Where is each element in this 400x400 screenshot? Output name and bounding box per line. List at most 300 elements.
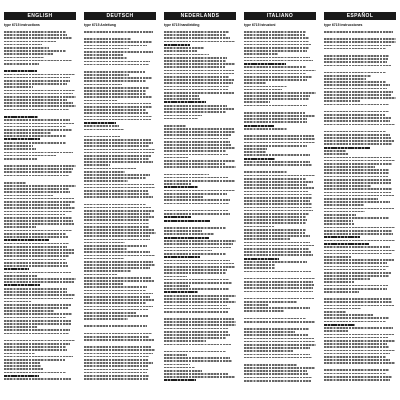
text-line	[84, 93, 146, 95]
text-line	[4, 99, 67, 101]
text-line	[244, 184, 307, 186]
text-line	[324, 324, 355, 326]
text-line	[4, 294, 75, 296]
text-line	[4, 365, 41, 367]
text-line	[244, 307, 310, 309]
text-line	[164, 364, 190, 366]
text-line	[84, 296, 150, 298]
model-title: type 6715 handleiding	[164, 23, 200, 27]
text-line	[164, 210, 228, 212]
text-line	[164, 115, 202, 117]
text-line	[244, 158, 275, 160]
text-line	[244, 328, 309, 330]
text-line	[164, 54, 209, 56]
text-line	[324, 250, 395, 252]
text-line	[324, 140, 394, 142]
text-line	[324, 97, 396, 99]
text-line	[244, 229, 306, 231]
text-line	[164, 111, 226, 113]
text-line	[84, 375, 149, 377]
text-line	[244, 197, 312, 199]
text-line	[324, 362, 395, 364]
text-line	[84, 57, 127, 59]
text-line	[84, 190, 148, 192]
text-line	[4, 223, 74, 225]
text-line	[84, 315, 148, 317]
text-line	[164, 199, 230, 201]
text-line	[4, 252, 74, 254]
text-line	[164, 263, 234, 265]
text-line	[84, 71, 145, 73]
text-line	[84, 283, 123, 285]
text-line	[84, 177, 146, 179]
model-title: type 6715 Anleitung	[84, 23, 116, 27]
text-line	[324, 195, 394, 197]
text-line	[164, 89, 228, 91]
text-line	[324, 314, 373, 316]
text-line	[164, 291, 198, 293]
text-line	[244, 47, 309, 49]
text-line	[244, 125, 274, 127]
text-line	[4, 226, 36, 228]
text-line	[244, 310, 284, 312]
text-line	[4, 41, 56, 43]
column-english	[4, 12, 76, 400]
language-header: ITALIANO	[244, 12, 316, 20]
text-line	[4, 168, 73, 170]
text-line	[164, 295, 236, 297]
text-line	[164, 196, 203, 198]
text-line	[84, 290, 146, 292]
text-line	[4, 132, 51, 134]
text-line	[84, 64, 149, 66]
text-line	[4, 34, 67, 36]
text-line	[244, 267, 275, 269]
text-line	[324, 117, 391, 119]
text-line	[4, 217, 72, 219]
text-line	[244, 216, 306, 218]
text-line	[84, 90, 146, 92]
text-line	[324, 217, 389, 219]
text-line	[4, 155, 56, 157]
text-line	[84, 41, 152, 43]
text-line	[244, 37, 309, 39]
text-line	[164, 357, 230, 359]
text-line	[4, 135, 66, 137]
text-line	[164, 92, 234, 94]
text-line	[324, 153, 348, 155]
text-line	[164, 157, 189, 159]
text-line	[4, 145, 33, 147]
text-line	[4, 109, 69, 111]
text-line	[84, 349, 155, 351]
text-line	[244, 53, 278, 55]
text-line	[84, 226, 149, 228]
text-line	[164, 186, 198, 188]
text-line	[244, 321, 315, 323]
text-line	[164, 334, 230, 336]
text-line	[4, 372, 66, 374]
language-header: ESPAÑOL	[324, 12, 396, 20]
text-line	[244, 354, 310, 356]
text-line	[4, 268, 29, 270]
text-line	[324, 359, 390, 361]
text-line	[324, 376, 392, 378]
text-line	[84, 171, 125, 173]
text-line	[4, 195, 53, 197]
text-line	[164, 237, 209, 239]
text-line	[84, 248, 127, 250]
text-line	[4, 272, 71, 274]
text-line	[324, 230, 392, 232]
text-line	[244, 175, 315, 177]
text-line	[164, 354, 187, 356]
text-line	[164, 150, 226, 152]
text-line	[4, 329, 70, 331]
text-line	[4, 37, 72, 39]
text-line	[84, 325, 147, 327]
text-line	[164, 272, 226, 274]
text-line	[4, 236, 68, 238]
text-line	[84, 77, 152, 79]
text-line	[324, 233, 393, 235]
text-line	[324, 160, 395, 162]
text-line	[244, 258, 279, 260]
text-line	[4, 298, 73, 300]
text-line	[164, 47, 204, 49]
text-line	[244, 357, 312, 359]
text-line	[164, 260, 230, 262]
text-line	[84, 267, 150, 269]
text-line	[84, 109, 146, 111]
text-line	[324, 301, 392, 303]
text-line	[84, 245, 147, 247]
text-line	[324, 288, 387, 290]
text-line	[164, 288, 229, 290]
text-line	[164, 285, 190, 287]
text-line	[84, 286, 147, 288]
text-line	[84, 302, 146, 304]
body-text	[164, 31, 236, 383]
text-line	[324, 61, 387, 63]
language-header: NEDERLANDS	[164, 12, 236, 20]
text-line	[84, 309, 148, 311]
body-text	[244, 31, 316, 383]
text-line	[84, 38, 131, 40]
text-line	[84, 293, 153, 295]
text-line	[324, 114, 385, 116]
text-line	[4, 148, 36, 150]
text-line	[324, 134, 390, 136]
text-line	[4, 249, 74, 251]
text-line	[324, 72, 386, 74]
text-line	[244, 79, 307, 81]
text-line	[4, 230, 72, 232]
text-line	[324, 58, 388, 60]
text-line	[164, 163, 225, 165]
text-line	[324, 223, 354, 225]
text-line	[84, 258, 124, 260]
text-line	[324, 291, 359, 293]
text-line	[244, 70, 316, 72]
text-line	[84, 155, 151, 157]
text-line	[324, 131, 386, 133]
text-line	[244, 178, 306, 180]
text-line	[4, 359, 65, 361]
text-line	[84, 277, 151, 279]
text-line	[324, 343, 387, 345]
text-line	[84, 365, 148, 367]
text-line	[84, 174, 150, 176]
text-line	[84, 210, 154, 212]
text-line	[4, 77, 70, 79]
text-line	[164, 279, 229, 281]
text-line	[324, 100, 360, 102]
text-line	[324, 305, 394, 307]
text-line	[84, 152, 154, 154]
text-line	[164, 256, 200, 258]
text-line	[84, 164, 110, 166]
text-line	[4, 301, 31, 303]
text-line	[84, 312, 136, 314]
text-line	[244, 187, 314, 189]
text-line	[164, 203, 229, 205]
text-line	[324, 192, 391, 194]
text-line	[4, 152, 73, 154]
text-line	[4, 44, 42, 46]
text-line	[4, 353, 35, 355]
text-line	[84, 229, 154, 231]
text-line	[244, 135, 314, 137]
text-line	[84, 378, 148, 380]
text-line	[244, 151, 266, 153]
text-line	[164, 166, 236, 168]
text-line	[324, 137, 391, 139]
text-line	[4, 323, 71, 325]
column-nederlands	[164, 12, 236, 400]
text-line	[324, 143, 392, 145]
text-line	[244, 121, 307, 123]
text-line	[244, 232, 305, 234]
text-line	[164, 247, 231, 249]
text-line	[244, 154, 310, 156]
text-line	[84, 353, 153, 355]
text-line	[164, 34, 226, 36]
text-line	[324, 94, 391, 96]
text-line	[324, 330, 349, 332]
text-line	[84, 187, 155, 189]
text-line	[4, 50, 66, 52]
text-line	[84, 232, 156, 234]
text-line	[164, 276, 187, 278]
text-line	[164, 193, 227, 195]
text-line	[244, 101, 270, 103]
text-line	[164, 373, 228, 375]
text-line	[324, 188, 392, 190]
text-line	[244, 271, 311, 273]
text-line	[244, 57, 310, 59]
text-line	[324, 253, 392, 255]
text-line	[324, 259, 394, 261]
text-line	[4, 182, 26, 184]
text-line	[324, 214, 356, 216]
text-line	[84, 346, 151, 348]
text-line	[164, 344, 231, 346]
body-text	[324, 31, 396, 382]
text-line	[244, 164, 312, 166]
text-line	[4, 220, 73, 222]
text-line	[244, 142, 315, 144]
text-line	[84, 255, 155, 257]
text-line	[244, 66, 306, 68]
text-line	[164, 134, 231, 136]
text-line	[164, 301, 236, 303]
text-line	[164, 227, 226, 229]
text-line	[164, 95, 199, 97]
text-line	[324, 285, 388, 287]
text-line	[244, 301, 297, 303]
text-line	[324, 88, 387, 90]
text-line	[4, 265, 68, 267]
text-line	[4, 211, 72, 213]
text-line	[4, 138, 40, 140]
text-line	[84, 80, 146, 82]
text-line	[324, 45, 391, 47]
text-line	[4, 343, 70, 345]
text-line	[164, 220, 210, 222]
text-line	[244, 377, 312, 379]
text-line	[244, 95, 310, 97]
text-line	[324, 266, 389, 268]
text-line	[244, 31, 306, 33]
text-line	[244, 338, 314, 340]
text-line	[324, 311, 346, 313]
text-line	[4, 70, 37, 72]
text-line	[244, 203, 312, 205]
text-line	[164, 177, 228, 179]
text-line	[4, 53, 53, 55]
text-line	[4, 188, 69, 190]
text-line	[324, 346, 389, 348]
text-line	[244, 235, 310, 237]
body-text	[84, 31, 156, 381]
text-line	[164, 57, 227, 59]
text-line	[84, 158, 149, 160]
text-line	[244, 281, 313, 283]
text-line	[164, 216, 191, 218]
text-line	[164, 243, 233, 245]
text-line	[84, 96, 152, 98]
text-line	[4, 288, 67, 290]
text-line	[244, 161, 310, 163]
text-line	[164, 108, 234, 110]
text-line	[84, 51, 153, 53]
text-line	[324, 150, 346, 152]
text-line	[4, 333, 69, 335]
text-line	[244, 380, 311, 382]
text-line	[244, 304, 268, 306]
text-line	[164, 298, 229, 300]
text-line	[164, 367, 195, 369]
text-line	[84, 161, 153, 163]
text-line	[244, 248, 309, 250]
text-line	[164, 379, 196, 381]
text-line	[84, 61, 150, 63]
text-line	[4, 313, 72, 315]
text-line	[164, 269, 227, 271]
text-line	[84, 336, 149, 338]
text-line	[244, 350, 293, 352]
text-line	[84, 106, 152, 108]
text-line	[244, 222, 306, 224]
text-line	[164, 70, 234, 72]
text-line	[244, 128, 287, 130]
text-line	[4, 119, 70, 121]
text-line	[324, 350, 395, 352]
text-line	[244, 367, 315, 369]
text-line	[4, 284, 40, 286]
text-line	[4, 275, 37, 277]
text-line	[244, 50, 307, 52]
text-line	[4, 90, 75, 92]
text-line	[164, 180, 235, 182]
text-line	[324, 353, 390, 355]
text-line	[164, 79, 234, 81]
text-line	[4, 307, 68, 309]
text-line	[4, 105, 76, 107]
text-line	[164, 340, 206, 342]
text-line	[84, 119, 151, 121]
text-line	[244, 238, 290, 240]
text-line	[324, 243, 369, 245]
text-line	[244, 145, 307, 147]
column-italiano	[244, 12, 316, 400]
text-line	[4, 198, 74, 200]
text-line	[4, 246, 67, 248]
text-line	[244, 118, 307, 120]
text-line	[4, 340, 75, 342]
text-line	[84, 74, 129, 76]
text-line	[84, 184, 154, 186]
text-line	[324, 204, 364, 206]
text-line	[164, 230, 202, 232]
text-line	[244, 373, 308, 375]
text-line	[84, 264, 155, 266]
text-line	[164, 86, 229, 88]
language-header: DEUTSCH	[84, 12, 156, 20]
text-line	[324, 220, 353, 222]
text-line	[4, 204, 70, 206]
text-line	[244, 200, 310, 202]
text-line	[164, 370, 202, 372]
text-line	[244, 226, 274, 228]
text-line	[4, 239, 49, 241]
text-line	[84, 48, 129, 50]
text-line	[324, 236, 360, 238]
text-line	[84, 125, 119, 127]
text-line	[244, 370, 307, 372]
text-line	[84, 339, 154, 341]
text-line	[164, 324, 236, 326]
text-line	[4, 243, 69, 245]
text-line	[324, 176, 388, 178]
text-line	[164, 105, 227, 107]
text-line	[4, 126, 66, 128]
text-line	[84, 112, 148, 114]
text-line	[324, 169, 389, 171]
text-line	[244, 284, 314, 286]
text-line	[244, 34, 305, 36]
